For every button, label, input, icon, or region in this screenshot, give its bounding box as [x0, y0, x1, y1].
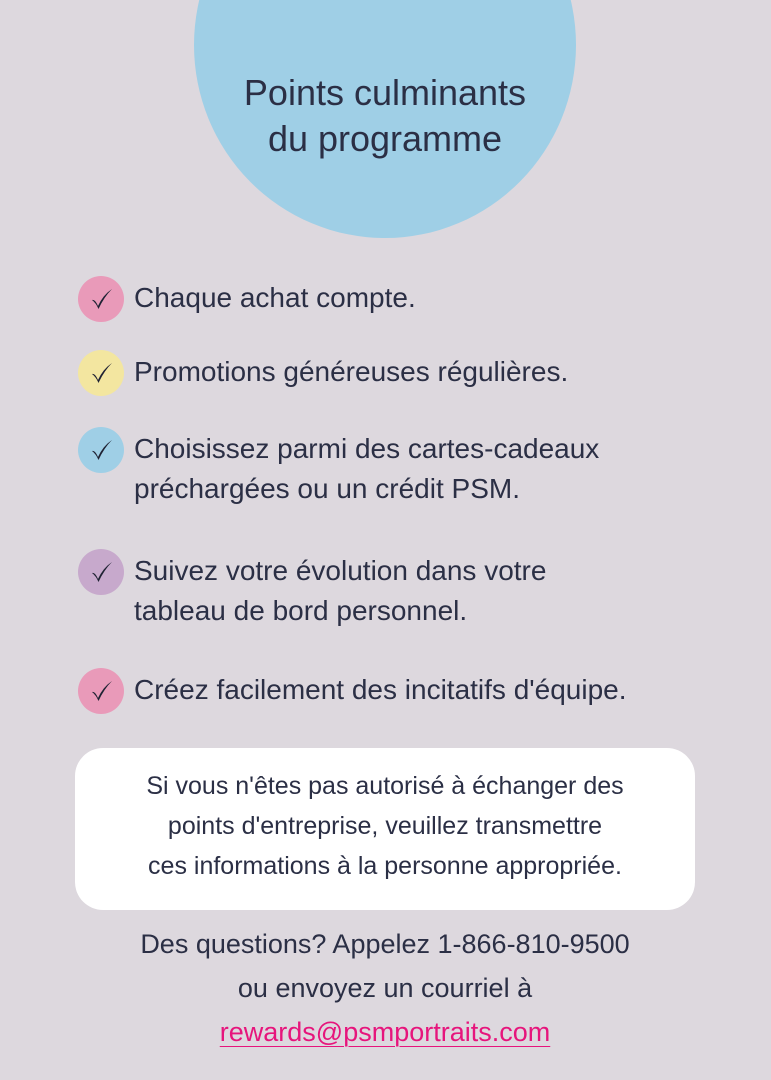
highlight-line: préchargées ou un crédit PSM.: [134, 473, 520, 504]
highlight-line: tableau de bord personnel.: [134, 595, 468, 626]
contact-info: [40, 922, 730, 1054]
title-line-2: du programme: [267, 118, 503, 159]
highlight-item-3: [78, 427, 599, 509]
highlight-line: Créez facilement des incitatifs d'équipe.: [134, 674, 627, 705]
highlight-text: [134, 670, 627, 710]
highlight-text: [134, 352, 568, 392]
check-icon: [78, 549, 124, 595]
notice-line-1: Si vous n'êtes pas autorisé à échanger des: [146, 772, 624, 800]
check-icon: [78, 276, 124, 322]
highlight-item-1: [78, 276, 416, 322]
highlight-text: [134, 429, 599, 509]
highlight-text: [134, 278, 416, 318]
contact-line-2: ou envoyez un courriel à: [237, 973, 533, 1003]
notice-line-2: points d'entreprise, veuillez transmettre: [167, 812, 603, 840]
title-line-1: Points culminants: [243, 72, 527, 113]
check-icon: [78, 427, 124, 473]
highlight-line: Chaque achat compte.: [134, 282, 416, 313]
highlight-line: Suivez votre évolution dans votre: [134, 555, 547, 586]
notice-line-3: ces informations à la personne appropriée.: [148, 852, 622, 880]
highlight-line: Choisissez parmi des cartes-cadeaux: [134, 433, 600, 464]
highlight-text: [134, 551, 546, 631]
highlight-item-5: [78, 668, 627, 714]
authorization-notice: [75, 748, 695, 910]
email-link[interactable]: rewards@psmportraits.com: [219, 1017, 551, 1047]
highlight-item-2: [78, 350, 568, 396]
check-icon: [78, 350, 124, 396]
contact-line-1: Des questions? Appelez 1-866-810-9500: [140, 929, 630, 959]
page-title: [150, 70, 620, 162]
highlight-line: Promotions généreuses régulières.: [134, 356, 569, 387]
highlight-item-4: [78, 549, 546, 631]
check-icon: [78, 668, 124, 714]
